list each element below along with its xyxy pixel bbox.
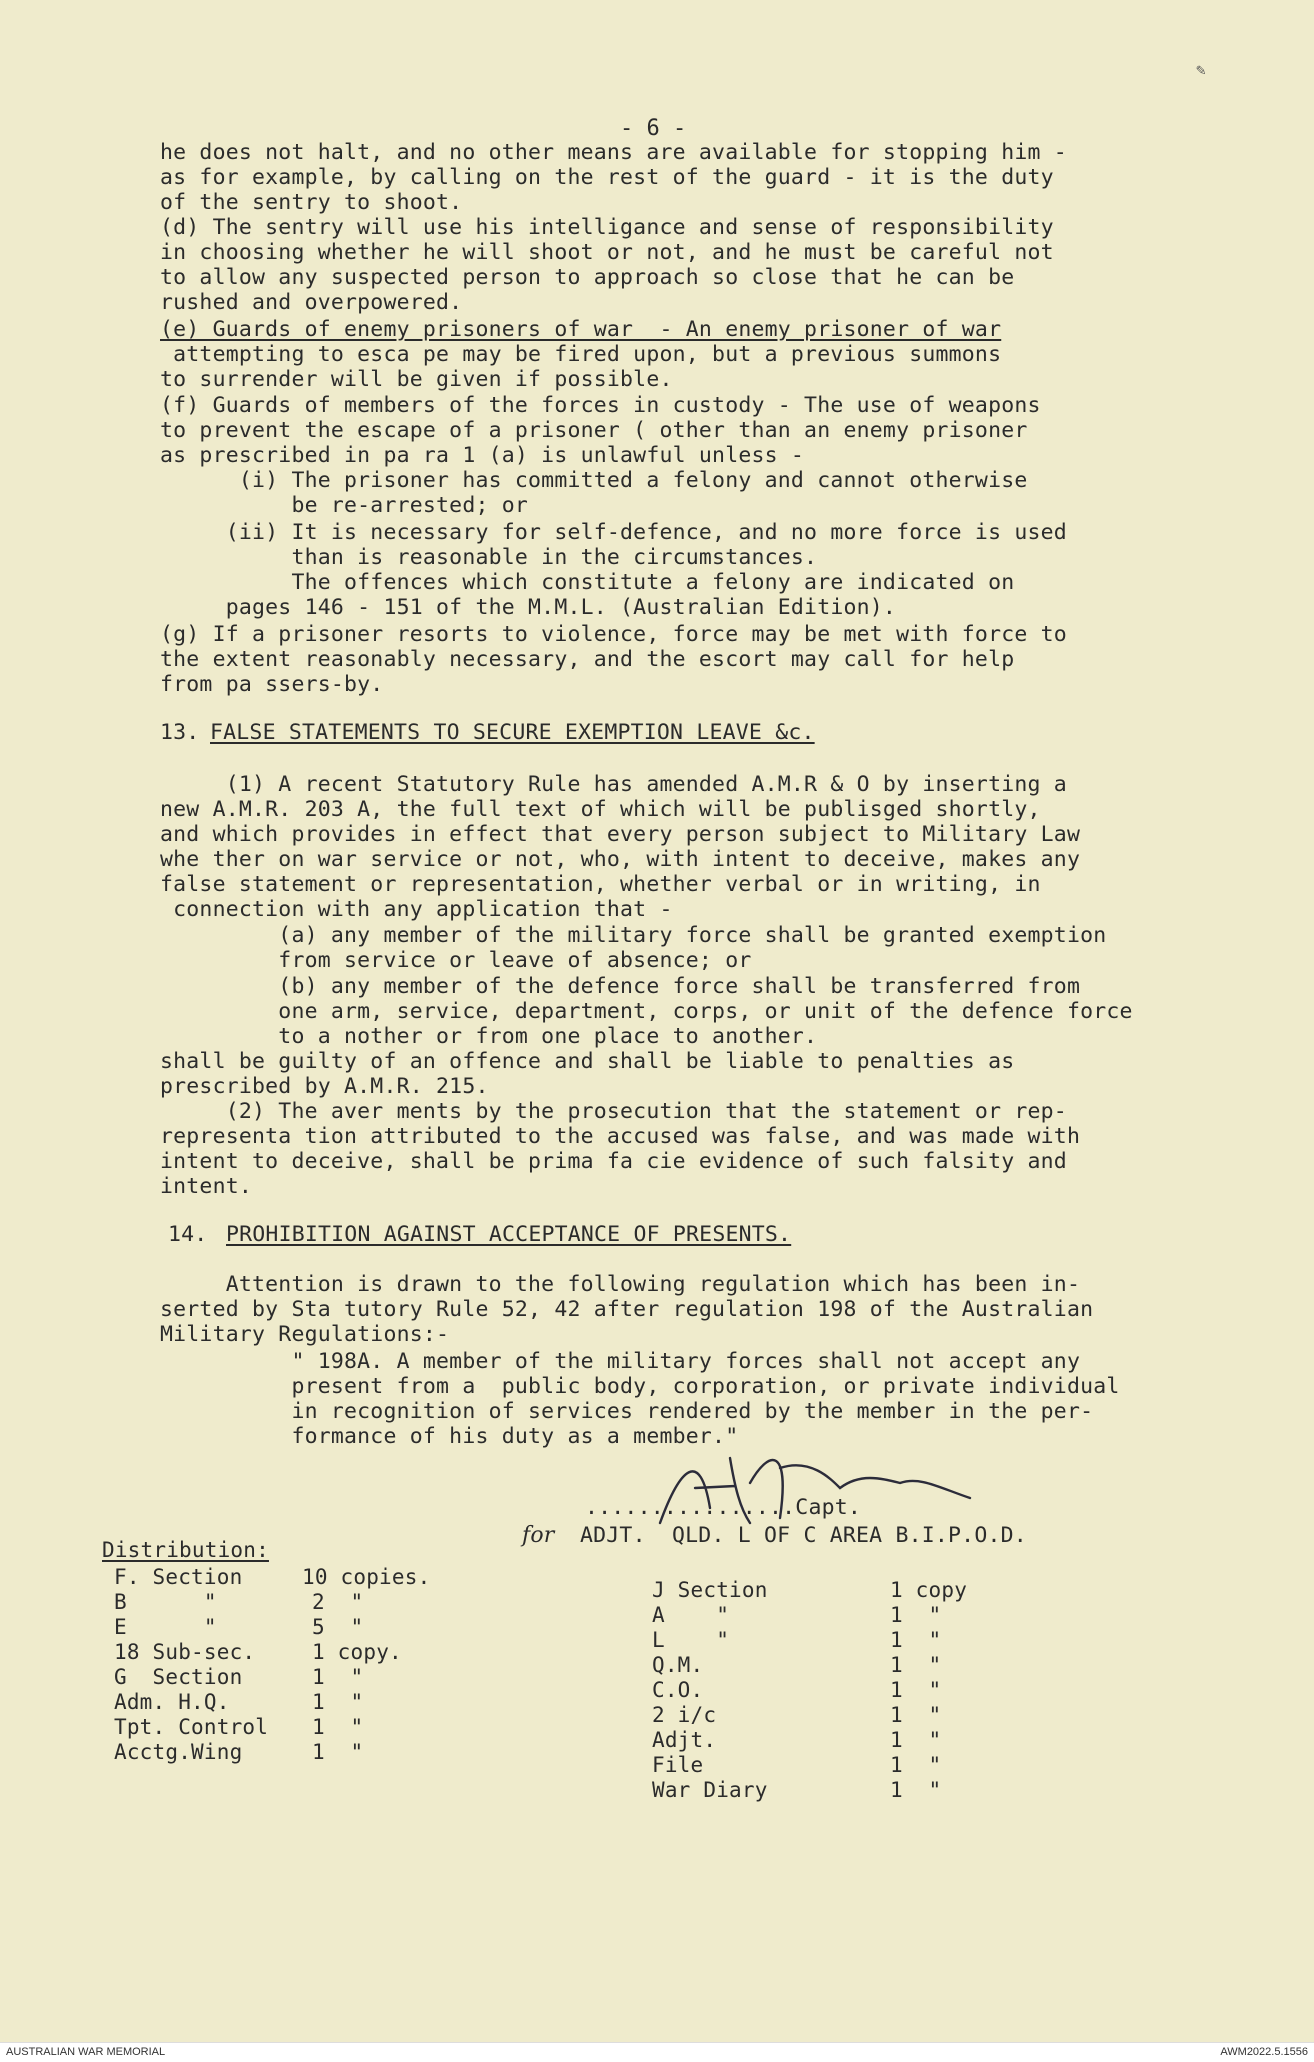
body-line: pages 146 - 151 of the M.M.L. (Australian Edition).: [160, 595, 897, 620]
distribution-right-qty: 1 ": [890, 1728, 942, 1752]
body-line: than is reasonable in the circumstances.: [160, 545, 818, 570]
body-line: (f) Guards of members of the forces in custody - The use of weapons: [160, 393, 1041, 418]
distribution-right-name: C.O.: [652, 1678, 704, 1702]
distribution-left-name: Tpt. Control: [114, 1715, 269, 1739]
archive-footer: [0, 2042, 1314, 2062]
ink-mark-icon: ✎: [1196, 60, 1206, 79]
section-13-line: intent to deceive, shall be prima fa cie evidence of such falsity and: [160, 1149, 1067, 1174]
distribution-right-name: J Section: [652, 1578, 768, 1602]
section-13-line: connection with any application that -: [160, 897, 673, 922]
distribution-right-qty: 1 ": [890, 1628, 942, 1652]
body-line: to allow any suspected person to approach so close that he can be: [160, 265, 1015, 290]
section-14-line: present from a public body, corporation, or private individual: [160, 1374, 1120, 1399]
section-13-number: 13.: [160, 720, 200, 745]
distribution-left-name: Acctg.Wing: [114, 1740, 243, 1764]
distribution-right-qty: 1 ": [890, 1703, 942, 1727]
distribution-label: Distribution:: [102, 1538, 269, 1562]
body-line: from pa ssers-by.: [160, 672, 384, 697]
signature-office: ADJT. QLD. L OF C AREA B.I.P.O.D.: [580, 1523, 1027, 1548]
section-13-line: (1) A recent Statutory Rule has amended A.M.R & O by inserting a: [160, 772, 1067, 797]
distribution-left-qty: 1 ": [312, 1715, 364, 1739]
section-13-line: representa tion attributed to the accused was false, and was made with: [160, 1124, 1081, 1149]
section-13-line: prescribed by A.M.R. 215.: [160, 1074, 489, 1099]
distribution-right-name: File: [652, 1753, 704, 1777]
distribution-left-name: Adm. H.Q.: [114, 1690, 230, 1714]
body-line: be re-arrested; or: [160, 493, 529, 518]
body-line: as prescribed in pa ra 1 (a) is unlawful unless -: [160, 443, 805, 468]
section-14-line: serted by Sta tutory Rule 52, 42 after regulation 198 of the Australian: [160, 1297, 1094, 1322]
distribution-right-name: Q.M.: [652, 1653, 704, 1677]
body-line: (d) The sentry will use his intelligance and sense of responsibility: [160, 215, 1054, 240]
section-14-line: Military Regulations:-: [160, 1322, 450, 1347]
distribution-left-name: F. Section: [114, 1565, 243, 1589]
footer-institution: AUSTRALIAN WAR MEMORIAL: [6, 2046, 166, 2058]
distribution-right-name: A ": [652, 1603, 730, 1627]
body-line: the extent reasonably necessary, and the escort may call for help: [160, 647, 1015, 672]
section-14-line: in recognition of services rendered by the member in the per-: [160, 1399, 1094, 1424]
section-13-line: shall be guilty of an offence and shall be liable to penalties as: [160, 1049, 1015, 1074]
section-13-line: one arm, service, department, corps, or unit of the defence force: [160, 999, 1133, 1024]
distribution-left-name: B ": [114, 1590, 217, 1614]
distribution-left-name: E ": [114, 1615, 217, 1639]
section-13-line: (2) The aver ments by the prosecution that the statement or rep-: [160, 1099, 1067, 1124]
distribution-right-name: War Diary: [652, 1778, 768, 1802]
distribution-right-name: 2 i/c: [652, 1703, 717, 1727]
body-line: (i) The prisoner has committed a felony and cannot otherwise: [160, 468, 1028, 493]
section-13-line: (a) any member of the military force shall be granted exemption: [160, 923, 1107, 948]
body-line: to surrender will be given if possible.: [160, 367, 673, 392]
section-13-line: new A.M.R. 203 A, the full text of which will be publisged shortly,: [160, 797, 1041, 822]
section-13-line: whe ther on war service or not, who, with intent to deceive, makes any: [160, 847, 1081, 872]
section-13-line: to a nother or from one place to another.: [160, 1024, 818, 1049]
distribution-right-qty: 1 ": [890, 1778, 942, 1802]
body-line: (e) Guards of enemy prisoners of war - An enemy prisoner of war: [160, 317, 1002, 342]
distribution-left-qty: 1 ": [312, 1740, 364, 1764]
section-14-line: formance of his duty as a member.": [160, 1424, 739, 1449]
distribution-right-qty: 1 ": [890, 1653, 942, 1677]
section-14-heading: PROHIBITION AGAINST ACCEPTANCE OF PRESENTS.: [226, 1222, 792, 1247]
section-14-line: " 198A. A member of the military forces shall not accept any: [160, 1349, 1081, 1374]
distribution-left-qty: 2 ": [312, 1590, 364, 1614]
page-number: - 6 -: [620, 116, 687, 141]
distribution-left-name: G Section: [114, 1665, 243, 1689]
body-line: as for example, by calling on the rest of the guard - it is the duty: [160, 165, 1054, 190]
distribution-left-qty: 1 ": [312, 1690, 364, 1714]
section-13-line: (b) any member of the defence force shall be transferred from: [160, 974, 1081, 999]
distribution-right-qty: 1 ": [890, 1603, 942, 1627]
section-14-line: Attention is drawn to the following regulation which has been in-: [160, 1272, 1081, 1297]
body-line: attempting to esca pe may be fired upon, but a previous summons: [160, 342, 1002, 367]
section-13-line: from service or leave of absence; or: [160, 948, 752, 973]
body-line: (g) If a prisoner resorts to violence, force may be met with force to: [160, 622, 1067, 647]
distribution-left-qty: 1 ": [312, 1665, 364, 1689]
distribution-right-name: Adjt.: [652, 1728, 717, 1752]
distribution-right-qty: 1 copy: [890, 1578, 968, 1602]
section-13-heading: FALSE STATEMENTS TO SECURE EXEMPTION LEAVE &c.: [210, 720, 815, 745]
distribution-left-qty: 10 copies.: [302, 1565, 431, 1589]
section-13-line: intent.: [160, 1174, 253, 1199]
distribution-left-qty: 5 ": [312, 1615, 364, 1639]
signature-for: for: [522, 1523, 555, 1548]
section-13-line: false statement or representation, whether verbal or in writing, in: [160, 872, 1041, 897]
signature-dots-capt: ................Capt.: [585, 1495, 862, 1520]
section-13-line: and which provides in effect that every person subject to Military Law: [160, 822, 1081, 847]
footer-reference: AWM2022.5.1556: [1220, 2046, 1308, 2058]
section-14-number: 14.: [168, 1222, 208, 1247]
body-line: (ii) It is necessary for self-defence, and no more force is used: [160, 520, 1067, 545]
distribution-right-name: L ": [652, 1628, 730, 1652]
body-line: to prevent the escape of a prisoner ( other than an enemy prisoner: [160, 418, 1028, 443]
body-line: of the sentry to shoot.: [160, 190, 463, 215]
body-line: he does not halt, and no other means are available for stopping him -: [160, 140, 1067, 165]
body-line: in choosing whether he will shoot or not, and he must be careful not: [160, 240, 1054, 265]
distribution-left-name: 18 Sub-sec.: [114, 1640, 256, 1664]
distribution-right-qty: 1 ": [890, 1678, 942, 1702]
body-line: rushed and overpowered.: [160, 290, 463, 315]
distribution-right-qty: 1 ": [890, 1753, 942, 1777]
distribution-left-qty: 1 copy.: [312, 1640, 402, 1664]
body-line: The offences which constitute a felony are indicated on: [160, 570, 1015, 595]
